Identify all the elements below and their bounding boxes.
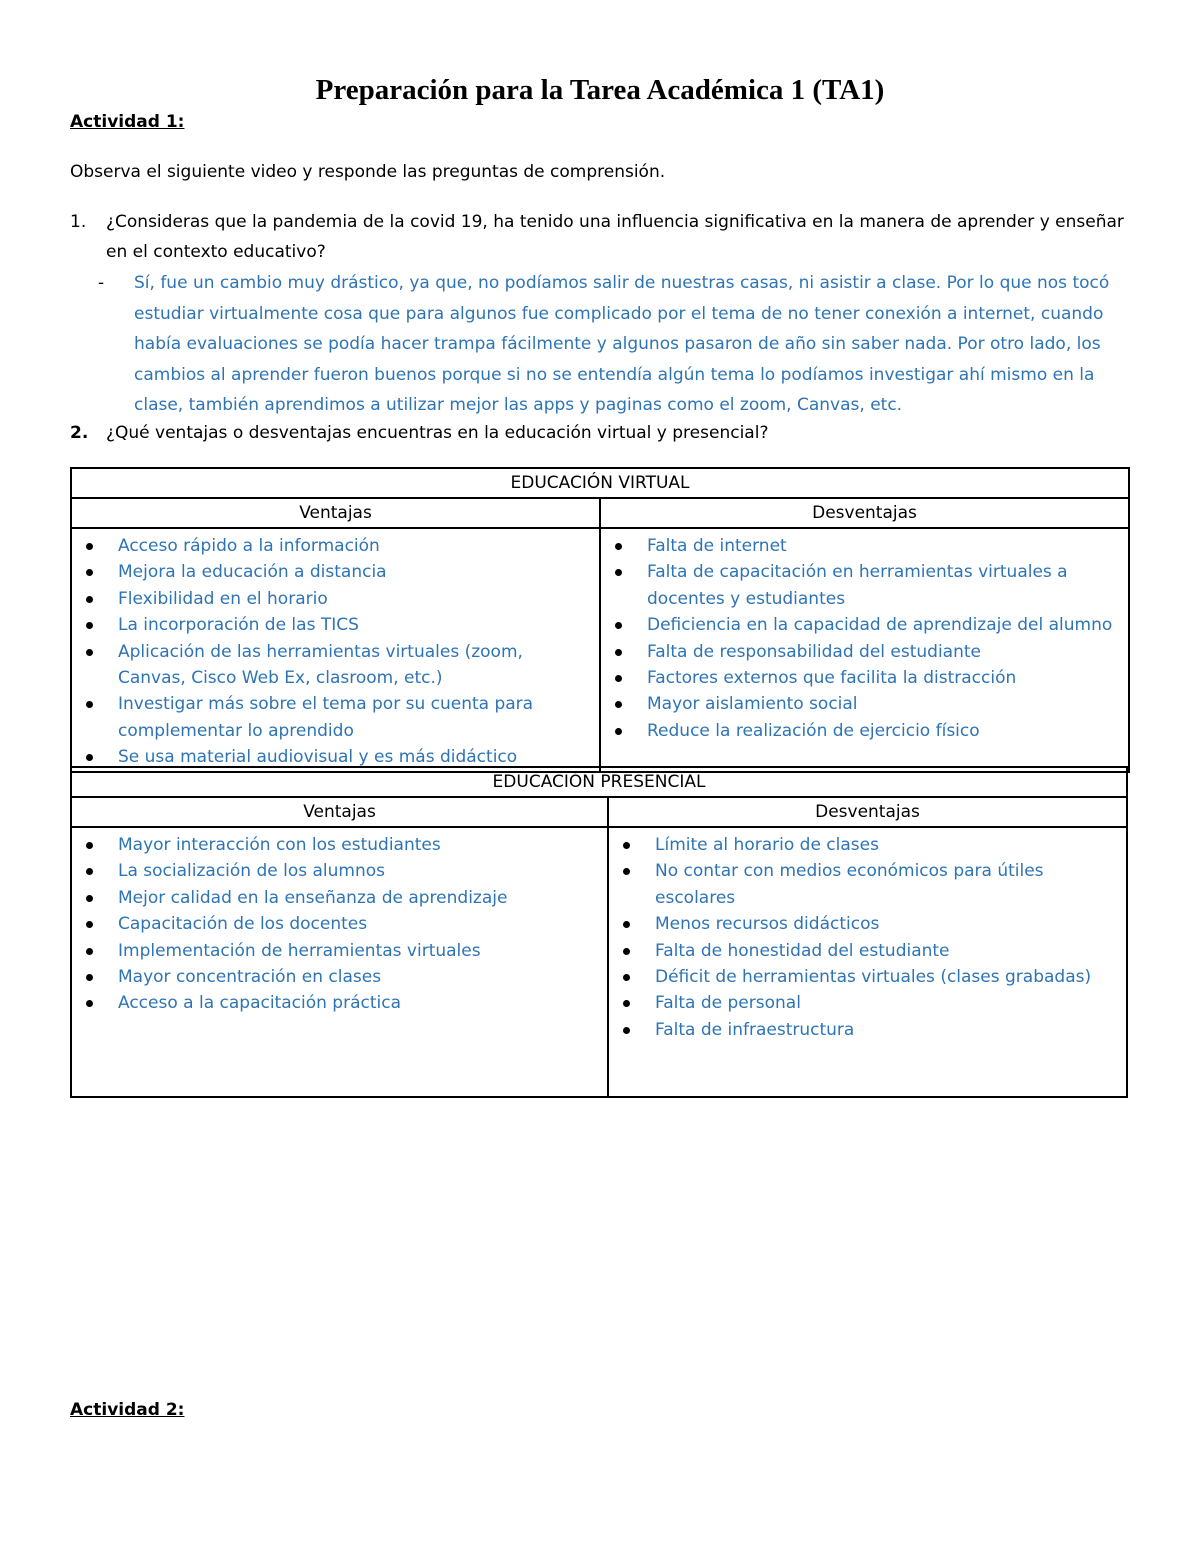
bullet-icon [86,1000,93,1007]
answer-1 [70,268,1130,421]
list-item: Falta de honestidad del estudiante [609,938,1122,964]
list-item: Investigar más sobre el tema por su cuenta para complementar lo aprendido [72,691,595,744]
list-item: Capacitación de los docentes [72,911,603,937]
answer-1-dash: - [98,273,105,293]
virtual-advantages-header: Ventajas [71,498,600,528]
bullet-icon [86,895,93,902]
activity2-heading: Actividad 2: [70,1400,185,1420]
question-2-number: 2. [70,423,89,443]
list-item: Mejor calidad en la enseñanza de aprendizaje [72,885,603,911]
list-item: Acceso a la capacitación práctica [72,990,603,1016]
list-item: Se usa material audiovisual y es más didáctico [72,744,595,770]
list-item: Acceso rápido a la información [72,533,595,559]
bullet-icon [86,622,93,629]
presencial-disadvantages-cell [608,827,1127,1097]
bullet-icon [86,754,93,761]
list-item: Implementación de herramientas virtuales [72,938,603,964]
list-item: La socialización de los alumnos [72,858,603,884]
bullet-icon [86,868,93,875]
list-item: Falta de personal [609,990,1122,1016]
bullet-icon [623,948,630,955]
virtual-disadvantages-header: Desventajas [600,498,1129,528]
bullet-icon [615,622,622,629]
bullet-icon [623,921,630,928]
virtual-disadvantages-list [601,529,1128,744]
bullet-icon [86,649,93,656]
question-1-number: 1. [70,212,87,232]
virtual-education-table [70,467,1130,773]
bullet-icon [615,569,622,576]
bullet-icon [615,649,622,656]
question-1 [70,207,1130,267]
bullet-icon [86,543,93,550]
bullet-icon [86,921,93,928]
bullet-icon [86,842,93,849]
presencial-disadvantages-header: Desventajas [608,797,1127,827]
list-item: Menos recursos didácticos [609,911,1122,937]
list-item: Falta de internet [601,533,1124,559]
list-item: Factores externos que facilita la distracción [601,665,1124,691]
list-item: Déficit de herramientas virtuales (clases grabadas) [609,964,1122,990]
presencial-education-table [70,766,1128,1098]
bullet-icon [623,1027,630,1034]
list-item: La incorporación de las TICS [72,612,595,638]
bullet-icon [623,974,630,981]
list-item: Aplicación de las herramientas virtuales (zoom, Canvas, Cisco Web Ex, clasroom, etc.) [72,639,595,692]
bullet-icon [86,948,93,955]
list-item: Falta de capacitación en herramientas virtuales a docentes y estudiantes [601,559,1124,612]
presencial-disadvantages-list [609,828,1126,1043]
question-1-text: ¿Consideras que la pandemia de la covid 19, ha tenido una influencia significativa en la manera de aprender y enseñar en el contexto educativo? [106,212,1124,262]
presencial-advantages-cell [71,827,608,1097]
presencial-header: EDUCACIÓN PRESENCIAL [71,767,1127,797]
bullet-icon [86,974,93,981]
bullet-icon [623,868,630,875]
page-title: Preparación para la Tarea Académica 1 (TA1) [315,74,885,106]
virtual-advantages-cell [71,528,600,772]
answer-1-text: Sí, fue un cambio muy drástico, ya que, no podíamos salir de nuestras casas, ni asistir a clase. Por lo que nos tocó estudiar virtualmente cosa que para algunos fue complicado por el tema de no tener conexión a internet, cuando había evaluaciones se podía hacer trampa fácilmente y algunos pasaron de año sin saber nada. Por otro lado, los cambios al aprender fueron buenos porque si no se entendía algún tema lo podíamos investigar ahí mismo en la clase, también aprendimos a utilizar mejor las apps y paginas como el zoom, Canvas, etc. [134,273,1110,415]
bullet-icon [86,569,93,576]
bullet-icon [615,543,622,550]
list-item: Falta de infraestructura [609,1017,1122,1043]
list-item: Límite al horario de clases [609,832,1122,858]
bullet-icon [615,701,622,708]
bullet-icon [86,596,93,603]
presencial-advantages-list [72,828,607,1017]
bullet-icon [615,675,622,682]
question-2-text: ¿Qué ventajas o desventajas encuentras en la educación virtual y presencial? [106,423,769,443]
list-item: Mayor interacción con los estudiantes [72,832,603,858]
question-2 [70,418,1130,448]
list-item: Falta de responsabilidad del estudiante [601,639,1124,665]
list-item: No contar con medios económicos para útiles escolares [609,858,1122,911]
instruction-text: Observa el siguiente video y responde las preguntas de comprensión. [70,162,666,182]
virtual-advantages-list [72,529,599,771]
activity1-heading: Actividad 1: [70,112,185,132]
list-item: Deficiencia en la capacidad de aprendizaje del alumno [601,612,1124,638]
bullet-icon [86,701,93,708]
virtual-header: EDUCACIÓN VIRTUAL [71,468,1129,498]
list-item: Reduce la realización de ejercicio físico [601,718,1124,744]
list-item: Mejora la educación a distancia [72,559,595,585]
presencial-advantages-header: Ventajas [71,797,608,827]
list-item: Mayor concentración en clases [72,964,603,990]
virtual-disadvantages-cell [600,528,1129,772]
bullet-icon [615,728,622,735]
list-item: Mayor aislamiento social [601,691,1124,717]
list-item: Flexibilidad en el horario [72,586,595,612]
bullet-icon [623,842,630,849]
bullet-icon [623,1000,630,1007]
